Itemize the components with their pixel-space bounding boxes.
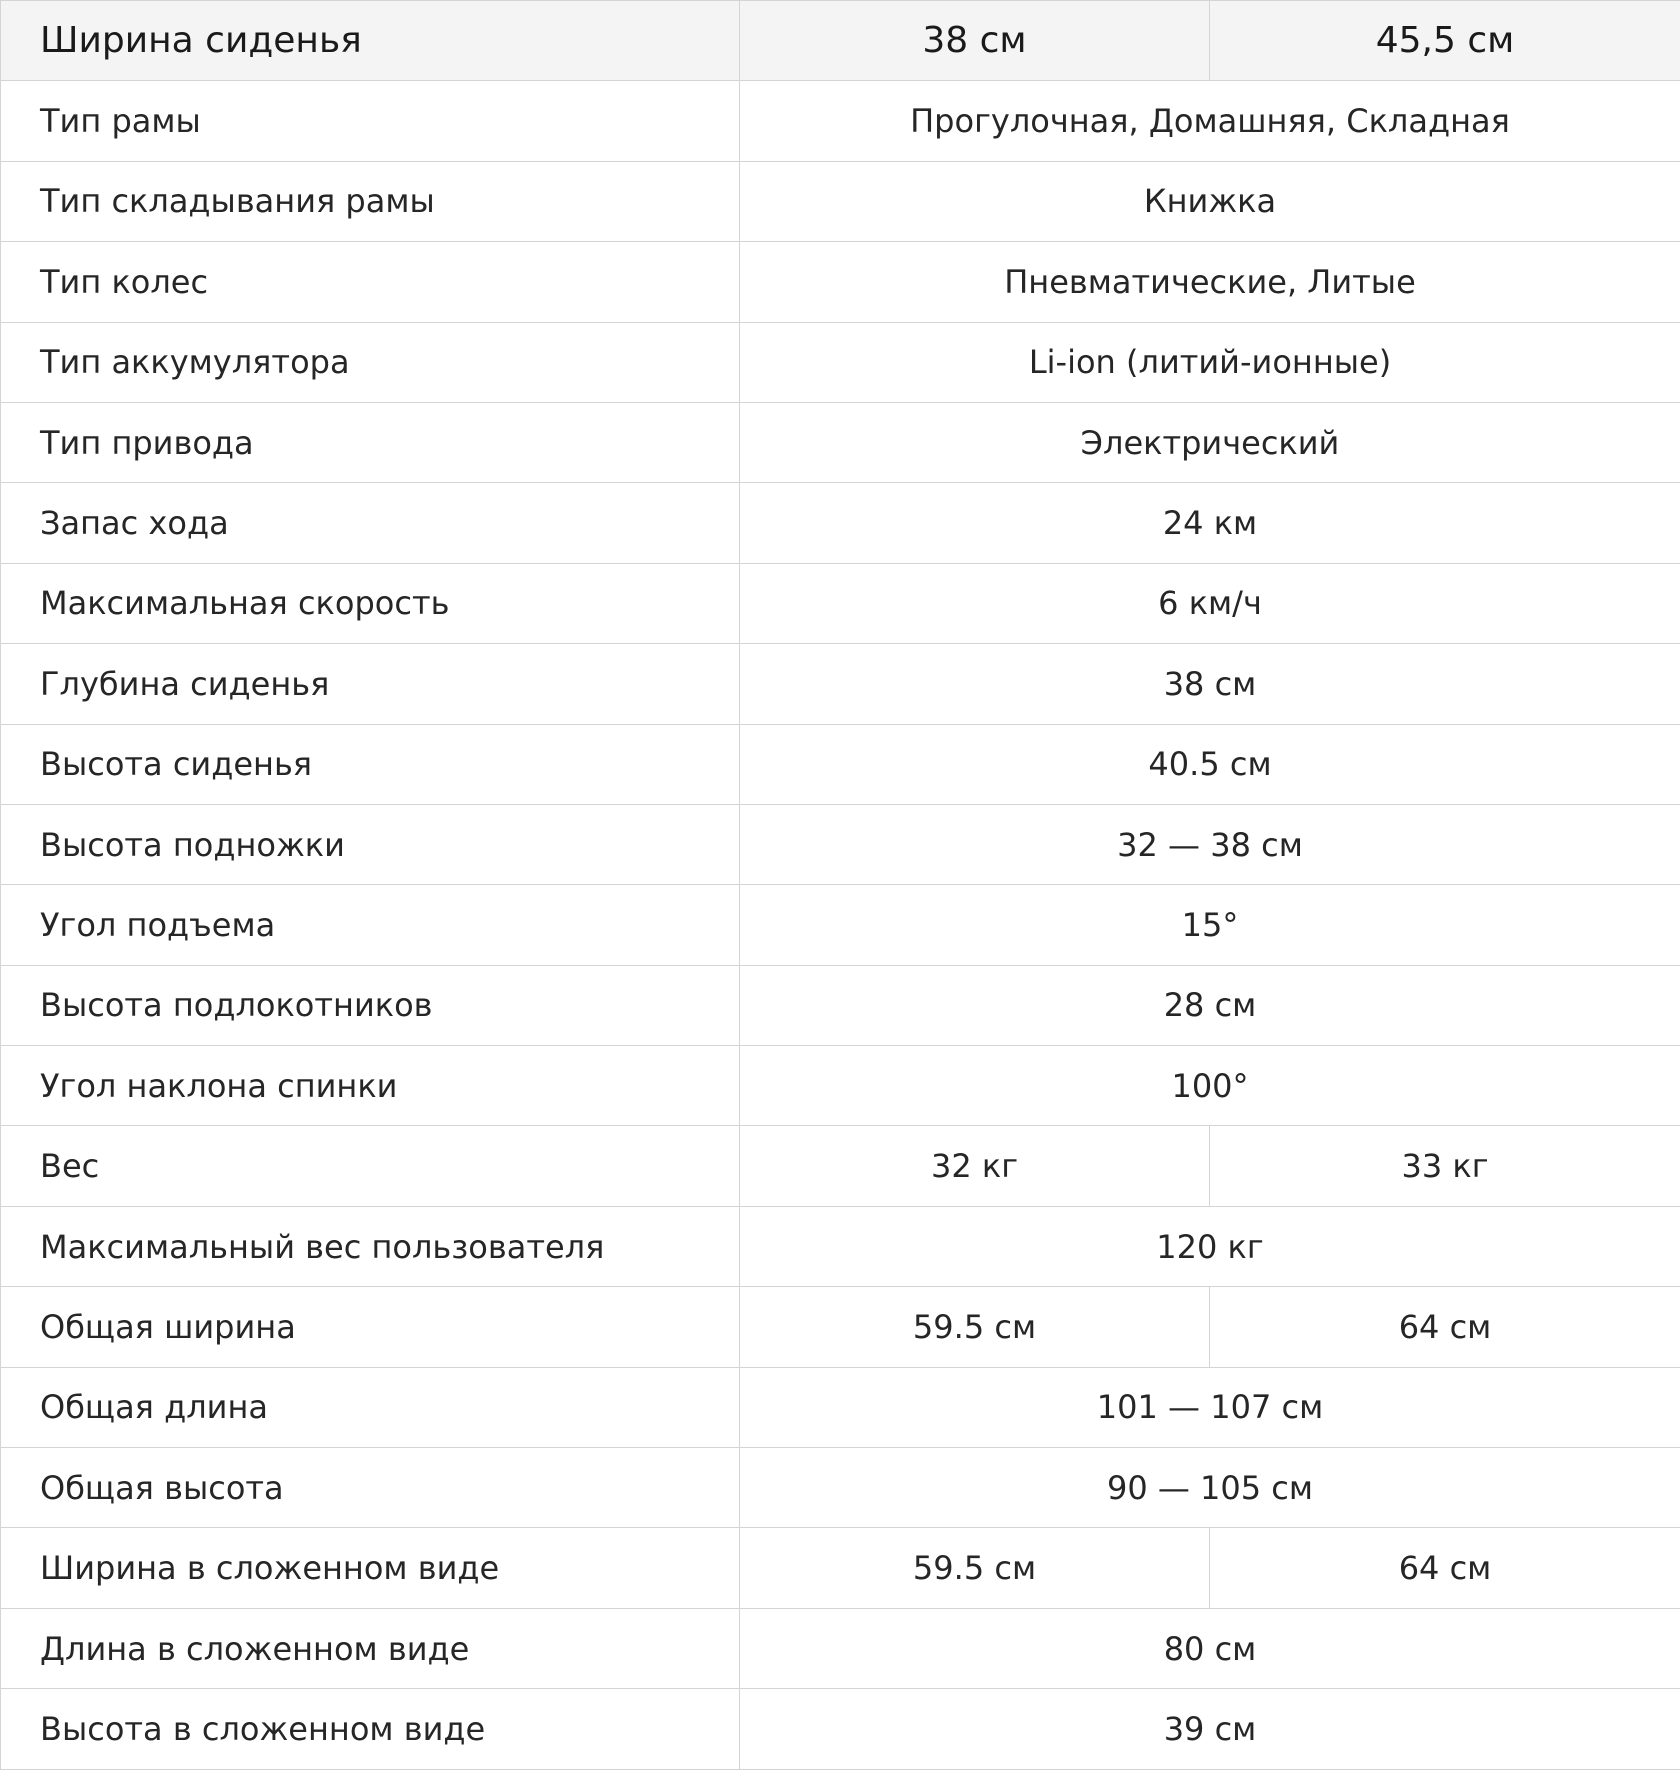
row-label: Тип складывания рамы <box>1 161 740 241</box>
row-label: Максимальный вес пользователя <box>1 1206 740 1286</box>
table-row <box>1 1608 1680 1688</box>
table-row <box>1 563 1680 643</box>
table-row <box>1 242 1680 322</box>
table-row <box>1 161 1680 241</box>
row-label: Длина в сложенном виде <box>1 1608 740 1688</box>
row-label: Угол подъема <box>1 885 740 965</box>
row-value: 120 кг <box>740 1206 1680 1286</box>
row-value: 101 — 107 см <box>740 1367 1680 1447</box>
row-value: 28 см <box>740 965 1680 1045</box>
row-label: Общая высота <box>1 1448 740 1528</box>
row-label: Запас хода <box>1 483 740 563</box>
row-value: 90 — 105 см <box>740 1448 1680 1528</box>
row-value-38: 59.5 см <box>740 1528 1210 1608</box>
table-row <box>1 804 1680 884</box>
row-value: Прогулочная, Домашняя, Складная <box>740 81 1680 161</box>
table-row <box>1 483 1680 563</box>
row-value: 40.5 см <box>740 724 1680 804</box>
row-label: Общая ширина <box>1 1287 740 1367</box>
table-row <box>1 1689 1680 1769</box>
row-value-45-5: 33 кг <box>1210 1126 1680 1206</box>
row-label: Тип колес <box>1 242 740 322</box>
table-row <box>1 1126 1680 1206</box>
table-row <box>1 81 1680 161</box>
row-label: Высота сиденья <box>1 724 740 804</box>
table-row <box>1 1528 1680 1608</box>
row-value-38: 32 кг <box>740 1126 1210 1206</box>
row-value-45-5: 64 см <box>1210 1528 1680 1608</box>
row-label: Высота подлокотников <box>1 965 740 1045</box>
table-row <box>1 1046 1680 1126</box>
row-label: Глубина сиденья <box>1 644 740 724</box>
table-row <box>1 1287 1680 1367</box>
header-label: Ширина сиденья <box>1 1 740 81</box>
table-row <box>1 885 1680 965</box>
row-label: Высота подножки <box>1 804 740 884</box>
table-row <box>1 1206 1680 1286</box>
row-value: 38 см <box>740 644 1680 724</box>
table-row <box>1 1448 1680 1528</box>
header-col-45-5: 45,5 см <box>1210 1 1680 81</box>
table-row <box>1 965 1680 1045</box>
row-value: 39 см <box>740 1689 1680 1769</box>
table-row <box>1 1367 1680 1447</box>
table-row <box>1 724 1680 804</box>
table-row <box>1 402 1680 482</box>
row-label: Угол наклона спинки <box>1 1046 740 1126</box>
row-label: Высота в сложенном виде <box>1 1689 740 1769</box>
row-value: Li-ion (литий-ионные) <box>740 322 1680 402</box>
row-value-45-5: 64 см <box>1210 1287 1680 1367</box>
row-label: Тип аккумулятора <box>1 322 740 402</box>
table-header-row <box>1 1 1680 81</box>
row-value: 15° <box>740 885 1680 965</box>
table-row <box>1 644 1680 724</box>
row-label: Максимальная скорость <box>1 563 740 643</box>
row-value: 80 см <box>740 1608 1680 1688</box>
row-value: Пневматические, Литые <box>740 242 1680 322</box>
row-label: Тип рамы <box>1 81 740 161</box>
row-value-38: 59.5 см <box>740 1287 1210 1367</box>
row-label: Тип привода <box>1 402 740 482</box>
row-value: Книжка <box>740 161 1680 241</box>
row-value: 32 — 38 см <box>740 804 1680 884</box>
table-row <box>1 322 1680 402</box>
header-col-38: 38 см <box>740 1 1210 81</box>
row-label: Общая длина <box>1 1367 740 1447</box>
row-label: Ширина в сложенном виде <box>1 1528 740 1608</box>
row-value: 24 км <box>740 483 1680 563</box>
row-value: Электрический <box>740 402 1680 482</box>
row-value: 6 км/ч <box>740 563 1680 643</box>
row-label: Вес <box>1 1126 740 1206</box>
row-value: 100° <box>740 1046 1680 1126</box>
